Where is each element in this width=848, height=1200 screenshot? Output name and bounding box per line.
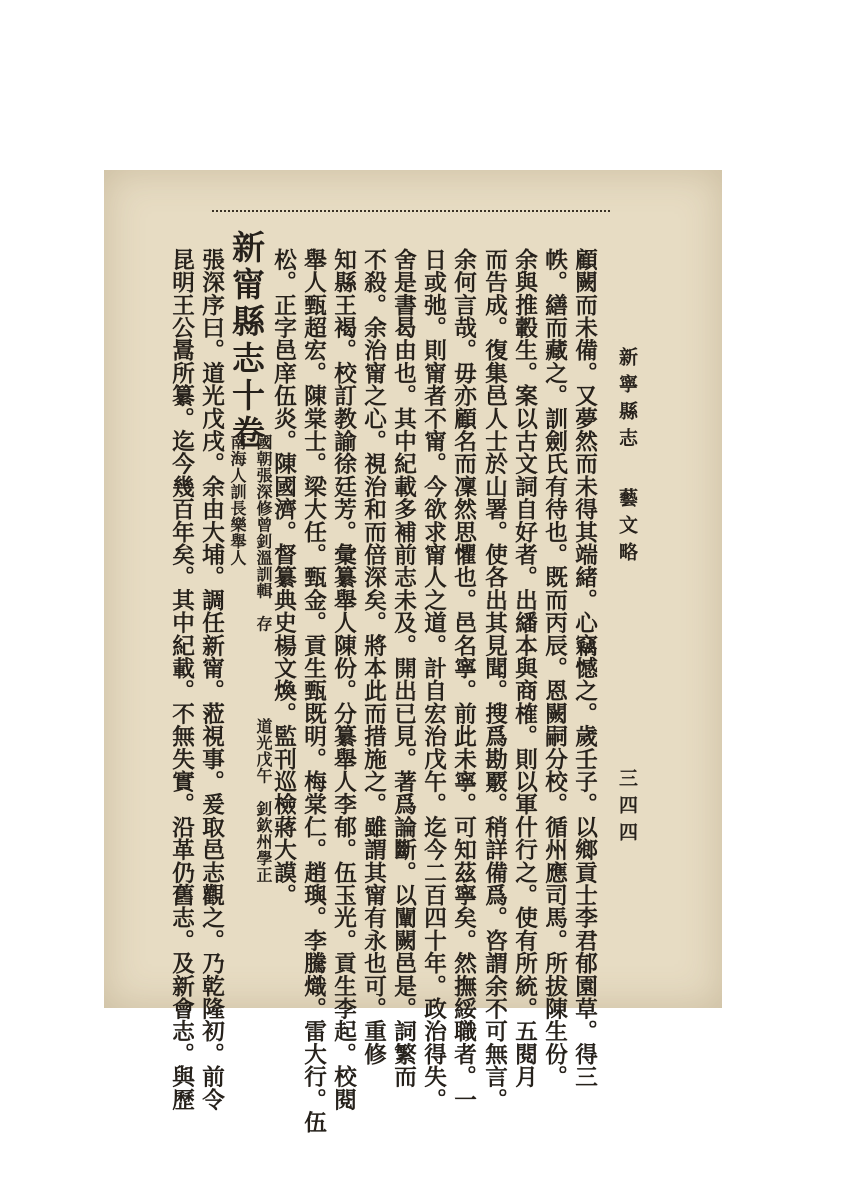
entry-subtitle-2: 南海人訓長樂舉人: [228, 434, 247, 566]
body-column-4: 而告成。復集邑人士於山署。使各出其見聞。搜爲勘覈。稍詳備爲。咨謂余不可無言。: [481, 248, 508, 1111]
body-column-9: 知縣王褐。校訂教諭徐廷芳。彙纂舉人陳份。分纂舉人李郁。伍玉光。貢生李起。校閱: [330, 248, 357, 1111]
body-column-5: 余何言哉。毋亦顧名而凜然思懼也。邑名寧。前此未寧。可知茲寧矣。然撫綏職者。一: [450, 248, 477, 1111]
body-column-1: 顧闕而未備。又夢然而未得其端緒。心竊憾之。歲壬子。以鄉貢士李君郁園草。得三: [571, 248, 598, 1088]
entry-subtitle-1: 國朝張深修曾釗溫訓輯 存: [254, 434, 273, 632]
body-column-7: 舍是書曷由也。其中紀載多補前志未及。開出已見。著爲論斷。以闡闕邑是。詞繁而: [390, 248, 417, 1088]
body-column-8: 不殺。余治甯之心。視治和而倍深矣。將本此而措施之。雖謂其甯有永也可。重修: [360, 248, 387, 1066]
body-column-11: 松。正字邑庠伍炎。陳國濟。督纂典史楊文煥。監刊巡檢蔣大謨。: [270, 248, 297, 907]
scanned-page: [104, 170, 722, 1134]
preface-column-1: 張深序曰。道光戊戌。余由大埔。調任新甯。蒞視事。爰取邑志觀之。乃乾隆初。前令: [198, 248, 225, 1111]
body-column-2: 帙。繕而藏之。訓劍氏有待也。既而丙辰。恩闕嗣分校。循州應司馬。所拔陳生份。: [541, 248, 568, 1088]
body-column-6: 日或弛。則甯者不甯。今欲求甯人之道。計自宏治戊午。迄今二百四十年。政治得失。: [420, 248, 447, 1111]
body-column-10: 舉人甄超宏。陳棠士。梁大任。甄金。貢生甄既明。梅棠仁。趙璵。李騰熾。雷大行。伍: [300, 248, 327, 1134]
entry-title: 新甯縣志十卷: [227, 230, 266, 452]
section-title: 藝文略: [616, 488, 638, 569]
page-number: 三四四: [616, 768, 638, 849]
body-column-3: 余與推轂生。案以古文詞自好者。出繙本與商榷。則以軍什行之。使有所統。五閱月: [511, 248, 538, 1088]
preface-column-2: 昆明王公暠所纂。迄今幾百年矣。其中紀載。不無失實。沿革仍舊志。及新會志。與歷: [168, 248, 195, 1111]
book-title: 新寧縣志: [616, 347, 638, 455]
header-rule: [212, 210, 610, 212]
author-line: 道光戊午 釗欽州學正: [254, 718, 273, 883]
